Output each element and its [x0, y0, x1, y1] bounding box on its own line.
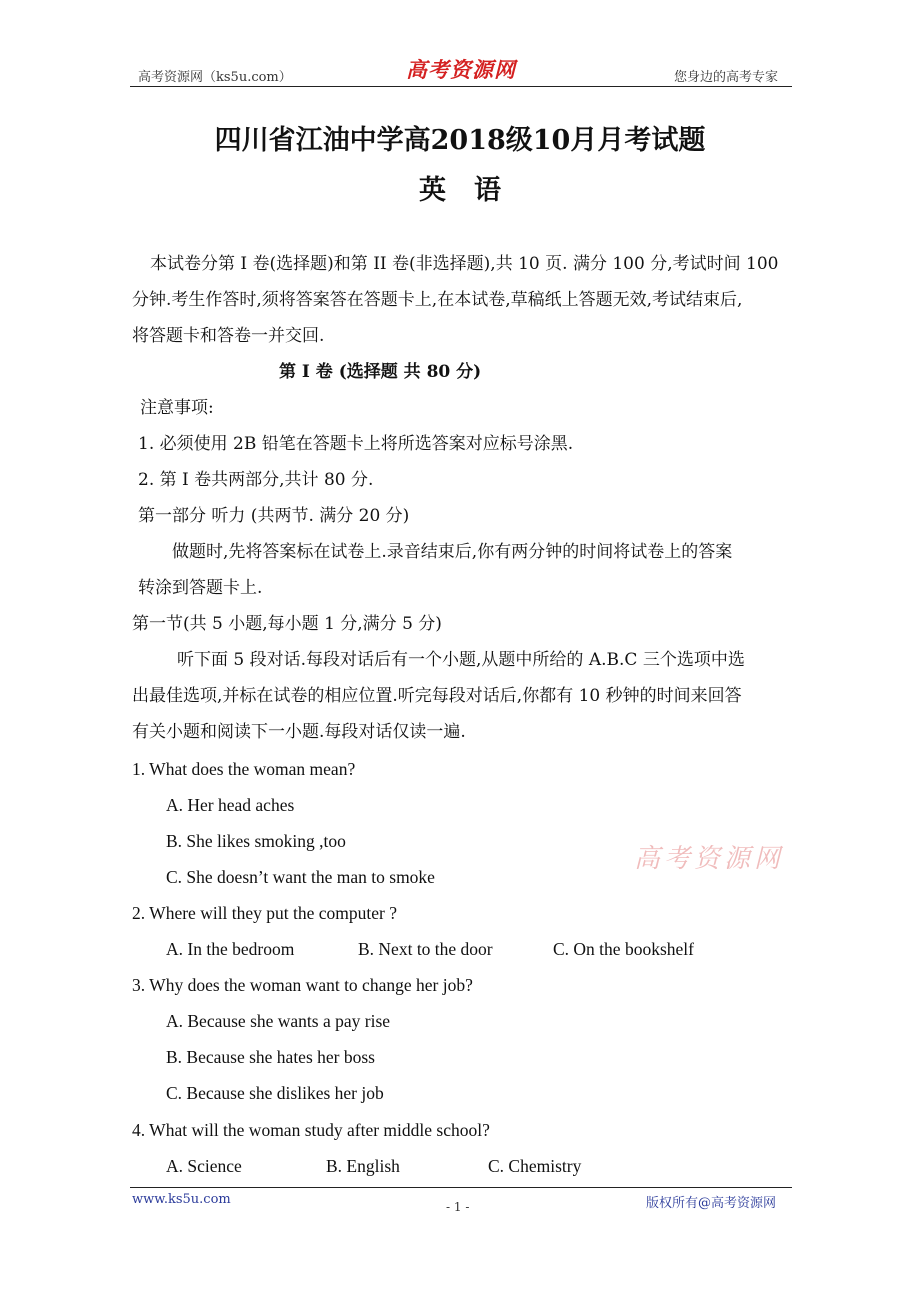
- question-3: 3. Why does the woman want to change her job?: [132, 975, 473, 995]
- section1-title: 第 I 卷 (选择题 共 80 分): [279, 362, 482, 382]
- footer-copyright: 版权所有@高考资源网: [646, 1196, 777, 1211]
- question-4: 4. What will the woman study after middle school?: [132, 1120, 490, 1140]
- question-1-option-b: B. She likes smoking ,too: [166, 831, 346, 851]
- question-3-option-c: C. Because she dislikes her job: [166, 1083, 384, 1103]
- question-2-option-c: C. On the bookshelf: [553, 939, 694, 959]
- intro-line-2: 分钟.考生作答时,须将答案答在答题卡上,在本试卷,草稿纸上答题无效,考试结束后,: [132, 290, 743, 310]
- question-2: 2. Where will they put the computer ?: [132, 903, 398, 923]
- section-a-instruction-1: 听下面 5 段对话.每段对话后有一个小题,从题中所给的 A.B.C 三个选项中选: [177, 650, 745, 670]
- intro-line-1: 本试卷分第 I 卷(选择题)和第 II 卷(非选择题),共 10 页. 满分 100 分,考试时间 100: [150, 254, 779, 274]
- question-4-option-c: C. Chemistry: [488, 1156, 582, 1176]
- question-1-option-a: A. Her head aches: [166, 795, 295, 815]
- page-title: 四川省江油中学高2018级10月月考试题: [214, 125, 706, 156]
- header-logo: 高考资源网: [406, 57, 516, 82]
- section-a-instruction-2: 出最佳选项,并标在试卷的相应位置.听完每段对话后,你都有 10 秒钟的时间来回答: [132, 686, 742, 706]
- question-2-option-b: B. Next to the door: [358, 939, 493, 959]
- note-1: 1. 必须使用 2B 铅笔在答题卡上将所选答案对应标号涂黑.: [138, 434, 574, 454]
- intro-line-3: 将答题卡和答卷一并交回.: [132, 326, 325, 346]
- part1-instruction-1: 做题时,先将答案标在试卷上.录音结束后,你有两分钟的时间将试卷上的答案: [172, 542, 733, 562]
- header-right-text: 您身边的高考专家: [674, 70, 779, 85]
- part1-title: 第一部分 听力 (共两节. 满分 20 分): [138, 506, 410, 526]
- part1-instruction-2: 转涂到答题卡上.: [138, 578, 263, 598]
- question-1: 1. What does the woman mean?: [132, 759, 356, 779]
- page-subtitle: 英语: [419, 175, 529, 206]
- question-3-option-a: A. Because she wants a pay rise: [166, 1011, 391, 1031]
- footer-rule: [130, 1187, 792, 1188]
- question-4-option-b: B. English: [326, 1156, 400, 1176]
- watermark: 高考资源网: [634, 844, 785, 874]
- footer-link[interactable]: www.ks5u.com: [132, 1192, 231, 1207]
- note-2: 2. 第 I 卷共两部分,共计 80 分.: [138, 470, 374, 490]
- question-3-option-b: B. Because she hates her boss: [166, 1047, 375, 1067]
- notes-title: 注意事项:: [140, 398, 214, 418]
- header-rule: [130, 86, 792, 87]
- header-left-text: 高考资源网（ks5u.com）: [138, 70, 292, 85]
- section-a-instruction-3: 有关小题和阅读下一小题.每段对话仅读一遍.: [132, 722, 466, 742]
- section-a-title: 第一节(共 5 小题,每小题 1 分,满分 5 分): [132, 614, 442, 634]
- question-1-option-c: C. She doesn’t want the man to smoke: [166, 867, 435, 887]
- page-number: - 1 -: [446, 1200, 470, 1214]
- question-4-option-a: A. Science: [166, 1156, 242, 1176]
- question-2-option-a: A. In the bedroom: [166, 939, 295, 959]
